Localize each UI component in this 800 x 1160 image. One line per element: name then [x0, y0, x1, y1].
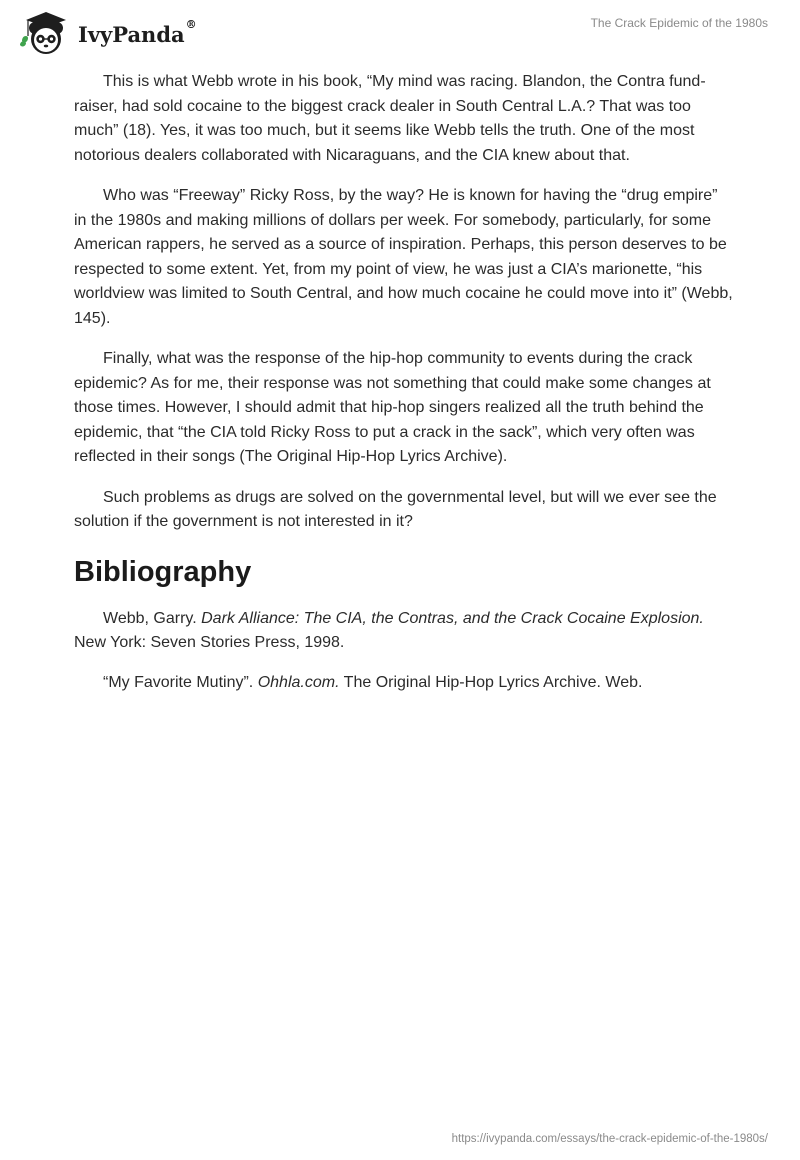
footer-url-link[interactable]: https://ivypanda.com/essays/the-crack-epidemic-of-the-1980s/	[451, 1133, 768, 1145]
bibliography-heading: Bibliography	[74, 555, 252, 588]
bibliography-entry	[74, 607, 734, 656]
bib-title: Dark Alliance: The CIA, the Contras, and the Crack Cocaine Explosion.	[201, 609, 704, 627]
ivypanda-logo[interactable]	[16, 8, 197, 58]
paragraph: This is what Webb wrote in his book, “My mind was racing. Blandon, the Contra fund-raiser, had sold cocaine to the biggest crack dealer in South Central L.A.? That was too much” (18). Yes, it was too much, but it seems like Webb tells the truth. One of the most notorious dealers collaborated with Nicaraguans, and the CIA knew about that.	[74, 73, 706, 164]
panda-graduate-icon	[16, 8, 76, 58]
paragraph: Such problems as drugs are solved on the governmental level, but will we ever see the solution if the government is not interested in it?	[74, 488, 717, 530]
page-header	[0, 0, 800, 70]
paragraph: Finally, what was the response of the hip-hop community to events during the crack epidemic? As for me, their response was not something that could make some changes at those times. However, I should admit that hip-hop singers realized all the truth behind the epidemic, that “the CIA told Ricky Ross to put a crack in the sack”, which very often was reflected in their songs (The Original Hip-Hop Lyrics Archive).	[74, 350, 711, 465]
bib-publisher: New York: Seven Stories Press, 1998.	[74, 634, 345, 651]
bib-source: The Original Hip-Hop Lyrics Archive. Web.	[343, 673, 643, 691]
essay-content	[74, 70, 734, 710]
bib-author: Webb, Garry.	[103, 609, 197, 627]
brand-name: IvyPanda®	[78, 17, 197, 47]
bibliography-entry	[74, 671, 734, 696]
paragraph: Who was “Freeway” Ricky Ross, by the way? He is known for having the “drug empire” in the 1980s and making millions of dollars per week. For somebody, particularly, for some American rappers, he served as a source of inspiration. Perhaps, this person deserves to be respected to some extent. Yet, from my point of view, he was just a CIA’s marionette, “his worldview was limited to South Central, and how much cocaine he could move into it” (Webb, 145).	[74, 187, 733, 327]
running-title: The Crack Epidemic of the 1980s	[590, 16, 768, 30]
bib-site: Ohhla.com.	[257, 673, 340, 691]
bib-title: “My Favorite Mutiny”.	[103, 673, 254, 691]
registered-mark: ®	[185, 17, 197, 31]
